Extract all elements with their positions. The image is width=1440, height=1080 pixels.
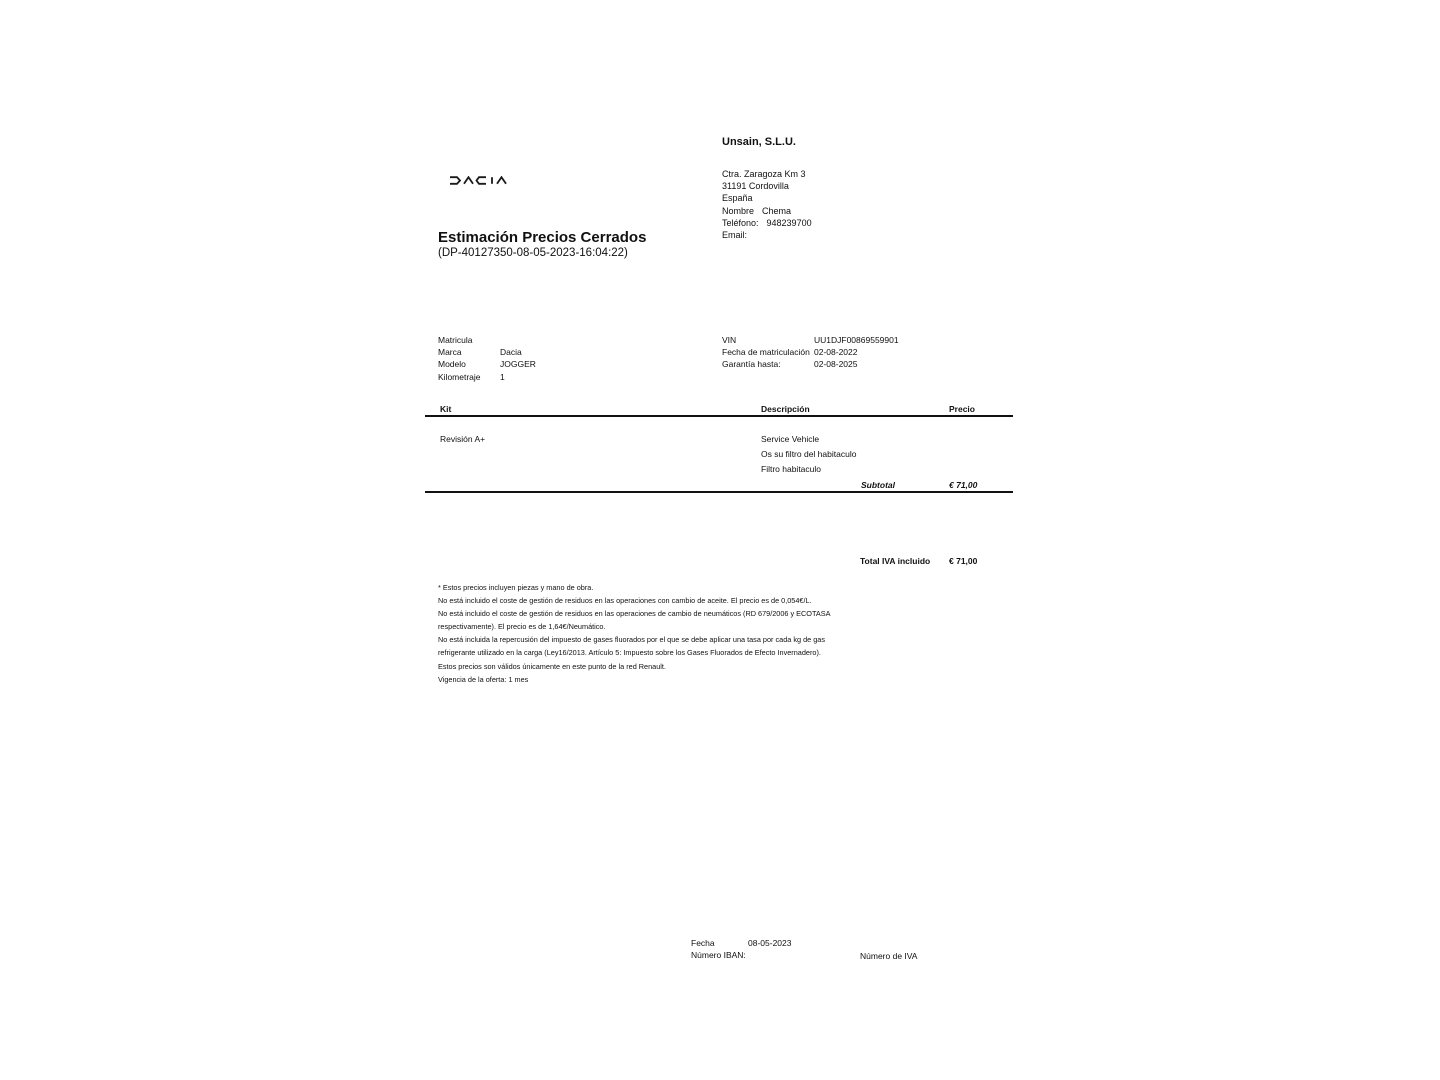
registration-date-value: 02-08-2022 [814, 347, 858, 358]
table-header-description: Descripción [761, 404, 810, 414]
footer-details [691, 937, 791, 961]
note-line: refrigerante utilizado en la carga (Ley16/2013. Artículo 5: Impuesto sobre los Gases Fluorados de Efecto Invernadero). [438, 648, 821, 658]
note-line: Estos precios son válidos únicamente en este punto de la red Renault. [438, 661, 666, 671]
dacia-logo [449, 176, 517, 185]
footer-date-label: Fecha [691, 938, 715, 948]
address-line-2: 31191 Cordovilla [722, 181, 789, 192]
subtotal-label: Subtotal [861, 480, 895, 490]
vehicle-info-right [722, 334, 899, 371]
mileage-label: Kilometraje [438, 371, 481, 382]
contact-name-value: Chema [762, 205, 792, 216]
note-line: Vigencia de la oferta: 1 mes [438, 674, 529, 684]
table-footer-divider [425, 491, 1013, 493]
email-row [722, 229, 812, 241]
note-line: No está incluido el coste de gestión de residuos en las operaciones con cambio de aceite. El precio es de 0,054€/L. [438, 596, 812, 606]
description-line: Os su filtro del habitaculo [761, 449, 857, 459]
phone-label: Teléfono: [722, 217, 759, 228]
note-line: respectivamente). El precio es de 1,64€/Neumático. [438, 622, 606, 632]
vin-value: UU1DJF00869559901 [814, 335, 899, 345]
description-line: Filtro habitaculo [761, 464, 822, 474]
mileage-value: 1 [500, 371, 505, 382]
total-label: Total IVA incluido [860, 556, 931, 566]
subtotal-value: € 71,00 [949, 480, 978, 490]
footer-vat-label: Número de IVA [860, 951, 918, 961]
model-value: JOGGER [500, 359, 536, 370]
page-title: Estimación Precios Cerrados [438, 229, 647, 246]
note-line: No está incluida la repercusión del impuesto de gases fluorados por el que se debe aplicar una tasa por cada kg de gas [438, 635, 825, 645]
vehicle-row-plate [438, 334, 536, 346]
plate-label: Matricula [438, 335, 473, 345]
footer-date-value: 08-05-2023 [748, 938, 792, 948]
document-reference: (DP-40127350-08-05-2023-16:04:22) [438, 247, 628, 259]
address-line-1: Ctra. Zaragoza Km 3 [722, 169, 806, 179]
warranty-label: Garantía hasta: [722, 359, 781, 370]
vin-label: VIN [722, 335, 737, 345]
vehicle-row-brand [438, 346, 536, 358]
total-value: € 71,00 [949, 556, 978, 566]
vehicle-row-mileage [438, 371, 536, 383]
vehicle-row-model [438, 358, 536, 370]
footer-date-row [691, 937, 791, 949]
warranty-value: 02-08-2025 [814, 359, 858, 370]
vehicle-row-warranty [722, 358, 899, 370]
phone-value: 948239700 [766, 217, 812, 228]
table-header-divider [425, 415, 1013, 417]
vehicle-row-vin [722, 334, 899, 346]
brand-value: Dacia [500, 347, 522, 358]
vehicle-row-registration-date [722, 346, 899, 358]
footer-iban-label: Número IBAN: [691, 950, 746, 961]
dacia-logo-icon [449, 176, 517, 185]
note-line: No está incluido el coste de gestión de residuos en las operaciones de cambio de neumáticos (RD 679/2006 y ECOTASA [438, 609, 831, 619]
phone-row [722, 217, 812, 229]
model-label: Modelo [438, 359, 466, 370]
company-name: Unsain, S.L.U. [722, 136, 796, 148]
table-header-kit: Kit [440, 404, 452, 414]
description-line: Service Vehicle [761, 434, 820, 444]
address-country: España [722, 193, 753, 204]
footer-iban-row [691, 949, 791, 961]
contact-name-label: Nombre [722, 205, 755, 216]
table-header-price: Precio [949, 404, 975, 414]
terms-notes [438, 581, 831, 686]
vehicle-info-left [438, 334, 536, 383]
note-line: * Estos precios incluyen piezas y mano de obra. [438, 583, 594, 592]
registration-date-label: Fecha de matriculación [722, 347, 810, 358]
kit-name: Revisión A+ [440, 434, 486, 444]
company-address-block [722, 168, 812, 241]
contact-name-row [722, 205, 812, 217]
brand-label: Marca [438, 347, 462, 358]
email-label: Email: [722, 230, 748, 241]
